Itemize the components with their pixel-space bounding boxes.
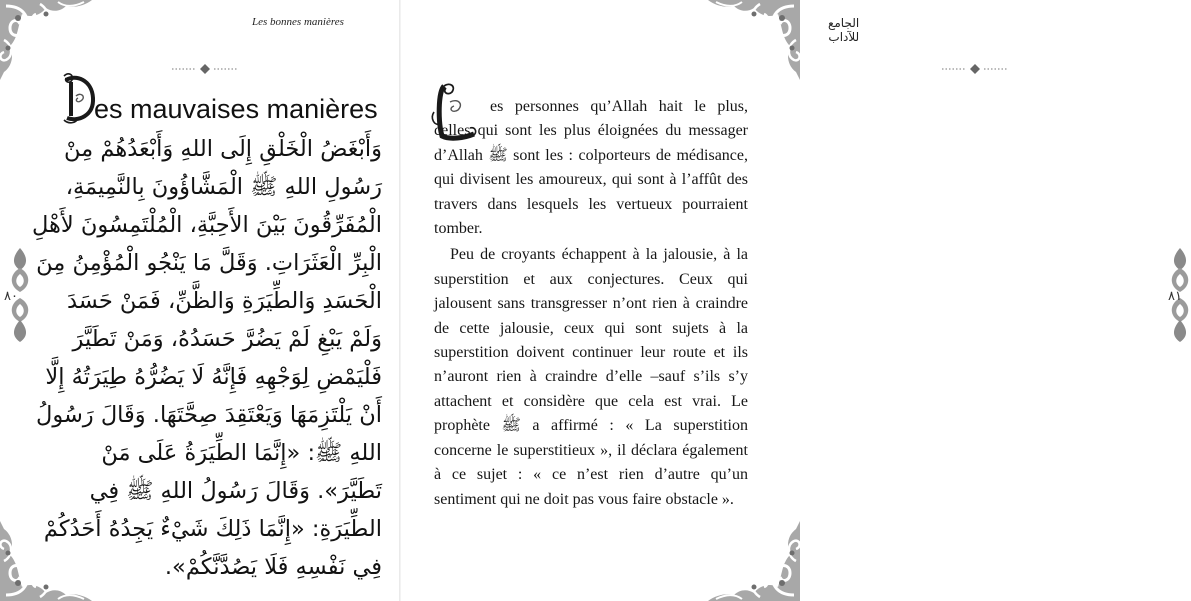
left-page <box>0 0 400 601</box>
svg-text:L: L <box>430 82 431 83</box>
page-number: ٨١ <box>1168 289 1182 304</box>
chapter-title-text: es mauvaises manières <box>94 94 378 124</box>
paragraph: Peu de croyants échappent à la jalousie, à la superstition et aux conjectures. Ceux qui jalousent sans transgresser n’ont rien à craindre de cette jalousie, ceux qui sont sujets à la superstition doivent continuer leur route et ils n’auront rien à craindre d’elle –sauf s’ils s’y attachent et considère que cela est vrai. Le prophète ﷺ a affirmé : « La superstition concerne le superstitieux », il déclara également à ce sujet : « ce n’est rien d’autre qu’un sentiment qui ne doit pas vous faire obstacle ». <box>434 246 749 508</box>
page-number: ٨٠ <box>4 289 18 304</box>
divider-ornament-icon <box>172 64 238 74</box>
arabic-text: وَأَبْغَضُ الْخَلْقِ إِلَى اللهِ وَأَبْعَدُهُمْ مِنْ رَسُولِ اللهِ ﷺ الْمَشَّاؤُونَ بِالنَّمِيمَةِ، الْمُفَرِّقُونَ بَيْنَ الأَحِبَّةِ، الْمُلْتَمِسُونَ لأَهْلِ الْبِرِّ الْعَثَرَاتِ. وَقَلَّ مَا يَنْجُو الْمُؤْمِنُ مِنَ الْحَسَدِ وَالطِّيَرَةِ وَالظَّنِّ، فَمَنْ حَسَدَ وَلَمْ يَبْغِ لَمْ يَضُرَّ حَسَدُهُ، وَمَنْ تَطَيَّرَ فَلْيَمْضِ لِوَجْهِهِ فَإِنَّهُ لَا يَضُرُّهُ طِيَرَتُهُ إِلَّا أَنْ يَلْتَزِمَهَا وَيَعْتَقِدَ صِحَّتَهَا. وَقَالَ رَسُولُ اللهِ ﷺ: «إِنَّمَا الطِّيَرَةُ عَلَى مَنْ تَطَيَّرَ». وَقَالَ رَسُولُ اللهِ ﷺ فِي الطِّيَرَةِ: «إِنَّمَا ذَلِكَ شَيْءٌ يَجِدُهُ أَحَدُكُمْ فِي نَفْسِهِ فَلَا يَصُدَّنَّكُمْ». <box>31 136 382 580</box>
running-head: الجامع للآداب <box>827 16 860 44</box>
divider-ornament-icon <box>942 64 1008 74</box>
paragraph: es personnes qu’Allah hait le plus, celles qui sont les plus éloignées du messager d’Allah ﷺ sont les : colporteurs de médisance, qui divisent les amoureux, qui sont à l’affût des travers dans lesquels les vertueux pourraient tomber. <box>434 98 749 238</box>
svg-text:D: D <box>62 72 63 73</box>
corner-ornament-icon <box>0 0 92 80</box>
corner-ornament-icon <box>708 521 800 601</box>
running-head: Les bonnes manières <box>252 16 344 28</box>
french-body-text <box>434 95 748 512</box>
corner-ornament-icon <box>708 0 800 80</box>
ornamental-initial-d-icon <box>62 72 96 124</box>
